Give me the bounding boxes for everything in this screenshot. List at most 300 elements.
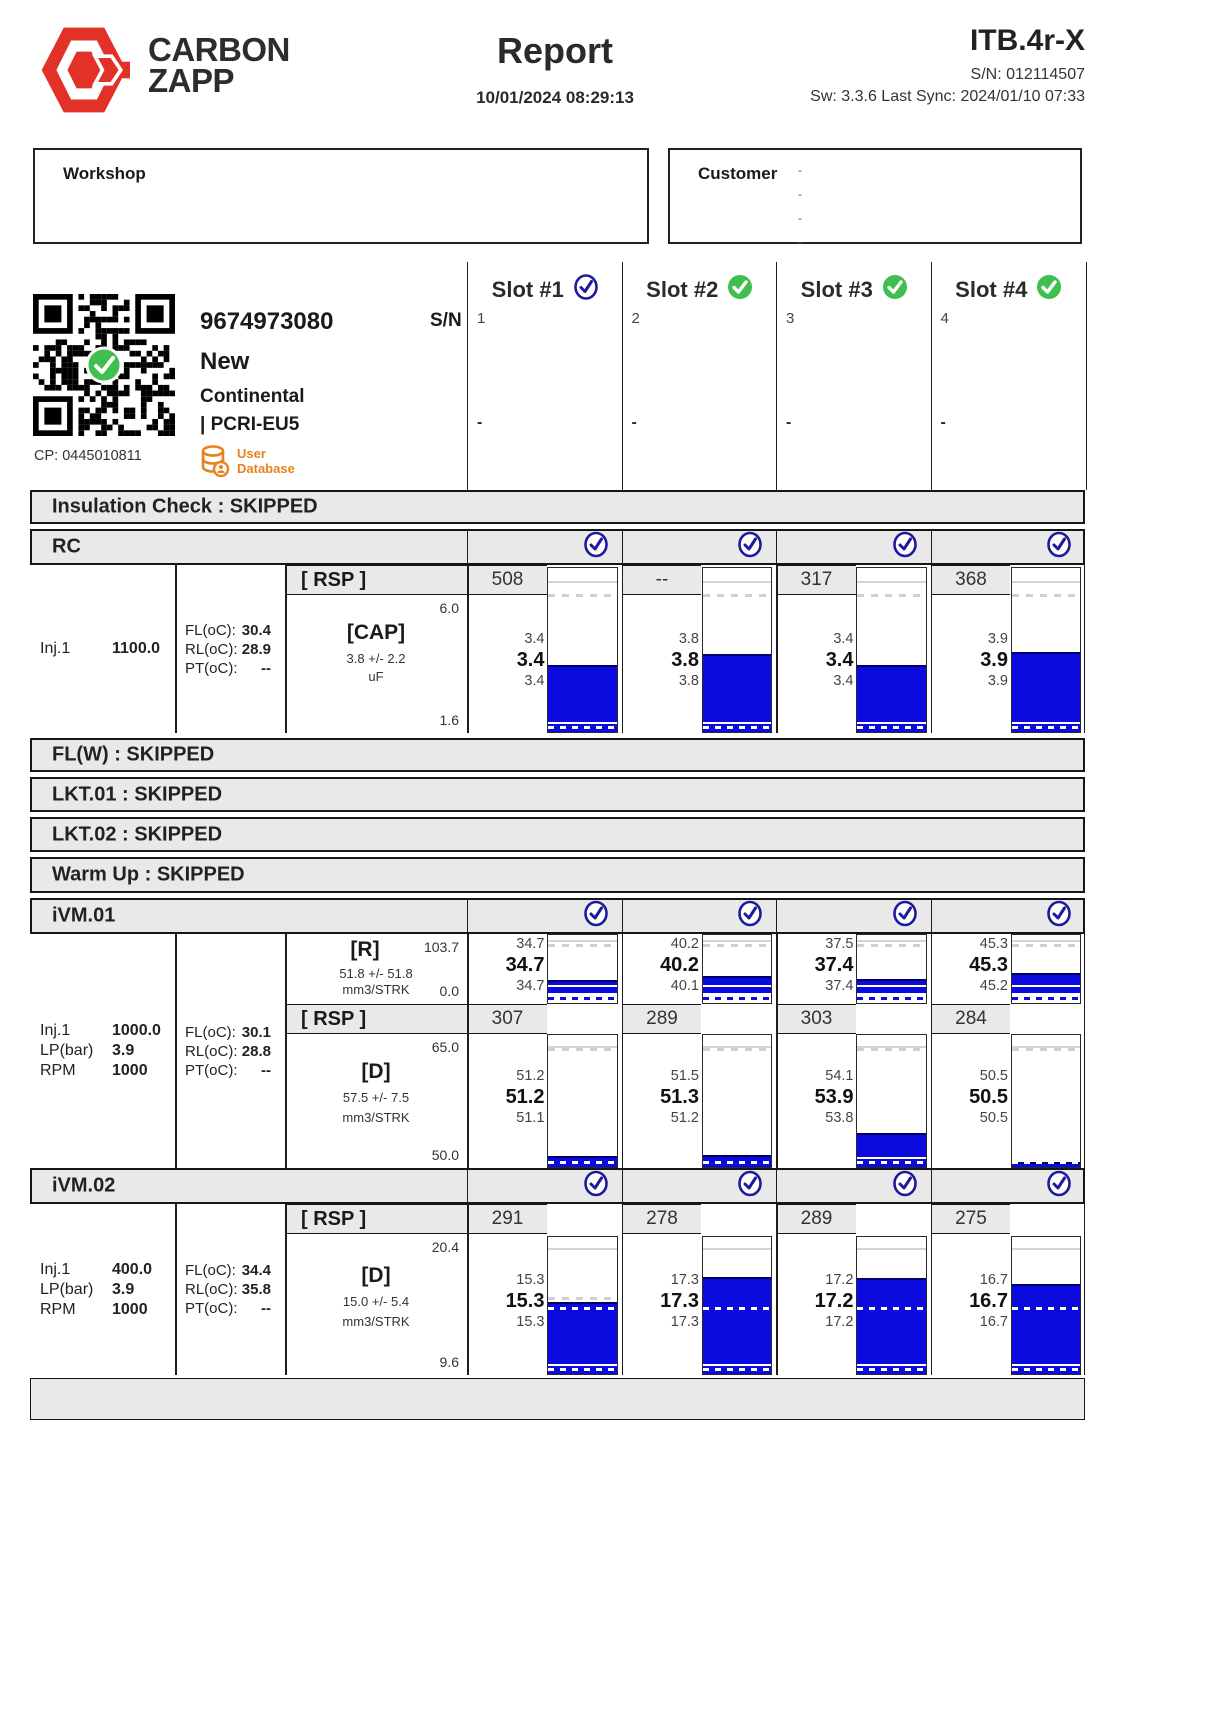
slot-label: Slot #2 [646,277,719,302]
check-done-icon [892,901,918,932]
banner-flw [30,738,1085,772]
param-value: -- [261,1061,271,1079]
ivm01-r-chart-4 [1011,934,1082,1004]
check-done-icon [1046,901,1072,932]
param-label: Inj.1 [40,1022,71,1039]
check-passed-icon [1036,274,1062,306]
value-avg: 51.3 [660,1086,699,1109]
ivm01-r-measure [285,934,467,1004]
lower-tolerance-line [857,1368,926,1371]
database-icon [200,445,230,479]
temperature-row [185,1281,285,1298]
rc-measure-label: [CAP] [346,621,406,644]
value-avg: 51.2 [505,1086,545,1109]
temperature-row [185,1300,285,1317]
rc-values-2 [623,630,699,690]
ivm01-section [30,934,1085,1168]
tolerance-line [1012,944,1081,947]
param-value: 1000 [112,1062,148,1079]
slot-column-4 [931,262,1088,490]
rc-rsp-value-4: 368 [932,565,1010,595]
ivm01-d-values-4 [932,1067,1008,1127]
rc-ymin: 1.6 [439,712,459,728]
param-label: RL(oC): [185,1042,238,1060]
limit-line [703,1248,772,1250]
temperature-row [185,1024,285,1041]
banner-slot-cell-2 [622,531,778,563]
injection-param-row [40,1281,175,1299]
value-max: 51.5 [670,1068,699,1084]
slot-index: 3 [786,310,795,327]
lower-tolerance-line [703,997,772,1000]
ivm01-r-values-4 [932,935,1008,995]
report-datetime: 10/01/2024 08:29:13 [476,88,634,107]
rc-temperatures [185,565,285,733]
ivm02-rsp-value-3: 289 [778,1204,856,1234]
slot-index: 1 [477,310,486,327]
customer-dash-line: - [798,163,802,177]
ivm01-d-chart-3 [856,1034,927,1168]
rc-chart-1 [547,567,618,733]
ivm02-rsp-value-4: 275 [932,1204,1010,1234]
value-min: 3.4 [524,673,545,690]
tolerance-line [548,1297,617,1300]
lower-limit-line [548,722,617,725]
ivm01-d-measure [285,1034,467,1168]
param-label: Inj.1 [40,640,71,657]
column-divider [1084,565,1086,733]
slot-sn-value: - [477,414,483,431]
ivm01-temperatures [185,934,285,1168]
ivm01-r-ymax: 103.7 [423,939,459,955]
ivm01-r-values-1 [469,935,545,995]
temperature-row [185,641,285,658]
customer-placeholder-lines [798,158,802,254]
banner-slot-cell-1 [467,531,623,563]
param-label: RPM [40,1300,76,1318]
ivm02-d-values-2 [623,1271,699,1331]
banner-lkt02-label: LKT.02 : SKIPPED [52,823,223,845]
value-max: 45.3 [979,936,1008,952]
banner-rc [30,529,1085,565]
rc-chart-3 [856,567,927,733]
ivm02-rsp-label: [ RSP ] [285,1204,467,1234]
ivm01-d-chart-2 [702,1034,773,1168]
param-value: 30.4 [241,621,271,639]
param-value: 3.9 [112,1042,135,1059]
check-passed-icon [882,274,908,306]
banner-ivm02-label: iVM.02 [52,1174,116,1197]
measured-value-bar [1012,1284,1081,1374]
column-divider [1084,1204,1086,1375]
value-max: 3.8 [678,631,699,647]
value-min: 17.2 [825,1313,854,1330]
ivm01-rsp-label: [ RSP ] [285,1004,467,1034]
temperature-row [185,622,285,639]
param-label: FL(oC): [185,1023,236,1041]
lower-limit-line [548,985,617,988]
value-avg: 34.7 [505,954,545,977]
value-min: 3.9 [987,673,1008,690]
slot-column-3 [776,262,932,490]
nominal-line [1012,1307,1081,1310]
limit-line [857,1248,926,1250]
qr-code [33,294,175,436]
limit-line [548,1248,617,1250]
value-min: 15.3 [516,1313,545,1330]
injection-param-row [40,1062,175,1080]
banner-flw-label: FL(W) : SKIPPED [52,743,215,766]
lower-tolerance-line [703,1161,772,1164]
column-divider [175,934,177,1168]
banner-slot-cell-1 [467,1170,623,1202]
slot-column-2 [622,262,778,490]
value-max: 51.2 [516,1068,545,1084]
value-max: 34.7 [516,936,545,952]
ivm02-d-values-3 [778,1271,854,1331]
param-label: RL(oC): [185,640,238,658]
injection-param-row [40,1301,175,1319]
limit-line [857,940,926,942]
check-done-icon [583,901,609,932]
param-value: 34.4 [241,1262,271,1279]
slot-header-4 [932,274,1087,306]
ivm01-d-ymax: 65.0 [431,1039,459,1055]
param-value: 30.1 [241,1023,271,1041]
tolerance-line [703,594,772,597]
param-value: 28.9 [241,640,271,658]
value-avg: 37.4 [814,954,854,977]
banner-insulation-label: Insulation Check : SKIPPED [52,495,318,518]
param-label: Inj.1 [40,1260,71,1278]
limit-line [1012,1248,1081,1250]
value-min: 34.7 [516,978,545,995]
lower-tolerance-line [548,1368,617,1371]
param-value: 35.8 [241,1281,271,1298]
ivm02-d-chart-2 [702,1236,773,1375]
value-avg: 3.4 [825,649,854,672]
slot-label: Slot #1 [491,277,564,302]
param-label: LP(bar) [40,1280,94,1298]
value-avg: 45.3 [969,954,1008,977]
value-max: 3.4 [524,631,545,647]
lower-limit-line [857,1364,926,1367]
nominal-line [857,1307,926,1310]
ivm01-r-label: [R] [350,938,380,961]
value-avg: 3.4 [516,649,545,672]
banner-warmup-label: Warm Up : SKIPPED [52,863,245,886]
lower-tolerance-line [548,726,617,729]
temperature-row [185,1043,285,1060]
value-min: 16.7 [979,1313,1008,1330]
param-value: 1000 [112,1300,148,1318]
rc-measure-tolerance: 3.8 +/- 2.2 [346,651,406,666]
ivm02-d-chart-3 [856,1236,927,1375]
value-min: 17.3 [670,1313,699,1330]
lower-limit-line [703,1364,772,1367]
user-database-badge [200,444,295,480]
tolerance-line [548,944,617,947]
check-done-icon [737,901,763,932]
nominal-line [703,1307,772,1310]
slot-column-1 [467,262,623,490]
lower-tolerance-line [548,997,617,1000]
ivm02-d-values-4 [932,1271,1008,1331]
ivm01-rsp-value-3: 303 [778,1004,856,1034]
slot-label: Slot #4 [955,277,1028,302]
slot-header-1 [468,274,623,306]
ivm01-r-values-2 [623,935,699,995]
banner-slot-cell-4 [931,1170,1087,1202]
rc-ymax: 6.0 [439,600,459,616]
tolerance-line [703,1048,772,1051]
ivm01-r-chart-3 [856,934,927,1004]
lower-limit-line [857,985,926,988]
param-label: PT(oC): [185,1300,238,1317]
param-label: PT(oC): [185,1061,238,1079]
ivm02-d-label: [D] [361,1264,391,1287]
rc-values-4 [932,630,1008,690]
lower-tolerance-line [1012,997,1081,1000]
ivm01-d-values-1 [469,1067,545,1127]
banner-ivm01-label: iVM.01 [52,904,116,927]
injection-param-row [40,640,175,658]
value-min: 40.1 [670,978,699,995]
column-divider [175,565,177,733]
column-divider [285,1204,287,1375]
value-avg: 17.3 [660,1289,699,1312]
lower-limit-line [1012,1364,1081,1367]
tolerance-line [548,1048,617,1051]
value-min: 51.2 [670,1110,699,1127]
ivm01-d-chart-1 [547,1034,618,1168]
banner-ivm01 [30,898,1085,934]
param-value: 1100.0 [112,640,161,657]
tolerance-line [857,594,926,597]
column-divider [285,565,287,733]
carbonzapp-logo-icon [38,24,130,116]
lower-limit-line [703,722,772,725]
limit-line [548,940,617,942]
rc-values-3 [778,630,854,690]
check-done-icon [573,274,599,306]
banner-slot-cell-2 [622,900,778,932]
slot-label: Slot #3 [800,277,873,302]
lower-tolerance-line [703,726,772,729]
slot-header-3 [777,274,932,306]
rc-rsp-value-3: 317 [778,565,856,595]
measured-value-bar [703,1277,772,1374]
value-max: 50.5 [979,1068,1008,1084]
banner-slot-cell-3 [776,531,932,563]
device-sync: Sw: 3.3.6 Last Sync: 2024/01/10 07:33 [810,88,1085,105]
check-done-icon [583,532,609,563]
customer-dash-line: - [798,235,802,249]
ivm01-r-tolerance: 51.8 +/- 51.8 [339,966,413,981]
lower-limit-line [857,722,926,725]
footer-bar [30,1378,1085,1420]
lower-limit-line [548,1364,617,1367]
customer-box [668,148,1082,249]
ivm01-injection-params [40,934,175,1168]
value-min: 51.1 [516,1110,545,1127]
rc-rsp-value-2: -- [623,565,701,595]
banner-lkt01 [30,777,1085,812]
customer-dash-line: - [798,211,802,225]
banner-ivm02 [30,1168,1085,1204]
lower-tolerance-line [703,1368,772,1371]
lower-tolerance-line [1012,1368,1081,1371]
ivm01-d-ymin: 50.0 [431,1147,459,1163]
rc-rsp-value-1: 508 [469,565,547,595]
brand-name: CARBON ZAPP [148,31,290,100]
rc-injection-params [40,565,175,733]
param-value: -- [261,659,271,677]
param-label: PT(oC): [185,659,238,677]
measured-value-bar [1012,652,1081,732]
tolerance-line [857,944,926,947]
ivm02-d-chart-1 [547,1236,618,1375]
lower-limit-line [857,1157,926,1160]
temperature-row [185,1262,285,1279]
device-name: ITB.4r-X [969,24,1085,57]
value-max: 3.4 [833,631,854,647]
ivm01-d-values-2 [623,1067,699,1127]
param-label: LP(bar) [40,1042,94,1059]
banner-insulation [30,490,1085,524]
lower-tolerance-line [857,1161,926,1164]
slot-sn-value: - [631,414,637,431]
limit-line [857,581,926,583]
value-avg: 17.2 [814,1289,854,1312]
injection-param-row [40,1022,175,1040]
rc-rsp-label: [ RSP ] [285,565,467,595]
value-avg: 15.3 [505,1289,545,1312]
value-min: 37.4 [825,978,854,995]
ivm01-r-chart-1 [547,934,618,1004]
ivm01-r-unit: mm3/STRK [342,982,410,997]
check-done-icon [892,1171,918,1202]
value-max: 3.9 [987,631,1008,647]
value-max: 37.5 [825,936,854,952]
param-value: 28.8 [241,1042,271,1060]
lower-limit-line [1012,722,1081,725]
measured-value-bar [1012,973,1081,993]
lower-limit-line [1012,985,1081,988]
db-label-2: Database [237,461,295,476]
ivm02-injection-params [40,1204,175,1375]
tolerance-line [548,594,617,597]
injection-param-row [40,1261,175,1279]
banner-slot-cell-4 [931,531,1087,563]
limit-line [548,581,617,583]
customer-dash-line: - [798,187,802,201]
check-done-icon [892,532,918,563]
injector-slot-table [30,262,1085,490]
limit-line [1012,581,1081,583]
param-value: 400.0 [112,1260,153,1278]
tolerance-line [1012,1048,1081,1051]
ivm01-d-label: [D] [361,1060,391,1083]
value-max: 16.7 [979,1271,1008,1288]
rc-chart-4 [1011,567,1082,733]
banner-slot-cell-1 [467,900,623,932]
db-label-1: User [237,446,266,462]
value-avg: 40.2 [660,954,699,977]
ivm01-d-values-3 [778,1067,854,1127]
qr-cp-code: CP: 0445010811 [34,448,142,464]
ivm02-d-ymax: 20.4 [431,1239,459,1255]
value-min: 45.2 [979,978,1008,995]
limit-line [703,581,772,583]
banner-slot-cell-2 [622,1170,778,1202]
injector-make: Continental [200,386,305,407]
customer-label: Customer [698,164,778,183]
tolerance-line [703,944,772,947]
banner-rc-label: RC [52,535,81,558]
injection-param-row [40,1042,175,1060]
ivm01-rsp-value-2: 289 [623,1004,701,1034]
lower-tolerance-line [1012,1161,1081,1164]
ivm01-d-unit: mm3/STRK [342,1110,410,1125]
ivm01-d-tolerance: 57.5 +/- 7.5 [342,1090,410,1105]
rc-chart-2 [702,567,773,733]
value-max: 54.1 [825,1068,854,1084]
slot-header-2 [623,274,778,306]
banner-slot-cell-3 [776,900,932,932]
ivm01-r-chart-2 [702,934,773,1004]
slot-sn-value: - [786,414,792,431]
value-min: 3.4 [833,673,854,690]
check-done-icon [1046,1171,1072,1202]
ivm02-d-ymin: 9.6 [439,1354,459,1370]
check-done-icon [737,532,763,563]
device-info [810,24,1085,106]
value-avg: 3.9 [980,649,1008,672]
temperature-row [185,1062,285,1079]
injector-model: | PCRI-EU5 [200,414,300,435]
banner-lkt01-label: LKT.01 : SKIPPED [52,783,223,805]
check-passed-icon [727,274,753,306]
ivm01-d-chart-4 [1011,1034,1082,1168]
check-done-icon [737,1171,763,1202]
check-done-icon [1046,532,1072,563]
ivm02-d-values-1 [469,1271,545,1331]
ivm02-temperatures [185,1204,285,1375]
value-min: 50.5 [979,1110,1008,1127]
banner-warmup [30,857,1085,893]
sn-column-label: S/N [430,310,462,331]
ivm02-rsp-value-2: 278 [623,1204,701,1234]
ivm01-rsp-value-4: 284 [932,1004,1010,1034]
limit-line [703,940,772,942]
lower-limit-line [703,985,772,988]
column-divider [175,1204,177,1375]
slot-sn-value: - [940,414,946,431]
lower-tolerance-line [857,997,926,1000]
param-value: -- [261,1300,271,1317]
value-avg: 53.9 [814,1086,854,1109]
rc-values-1 [469,630,545,690]
rc-cap-measure [285,595,467,733]
column-divider [285,934,287,1168]
value-max: 17.3 [670,1271,699,1288]
nominal-line [548,1307,617,1310]
value-min: 3.8 [678,673,699,690]
measured-value-bar [857,1278,926,1374]
ivm02-d-unit: mm3/STRK [342,1314,410,1329]
rc-measure-unit: uF [368,669,384,684]
